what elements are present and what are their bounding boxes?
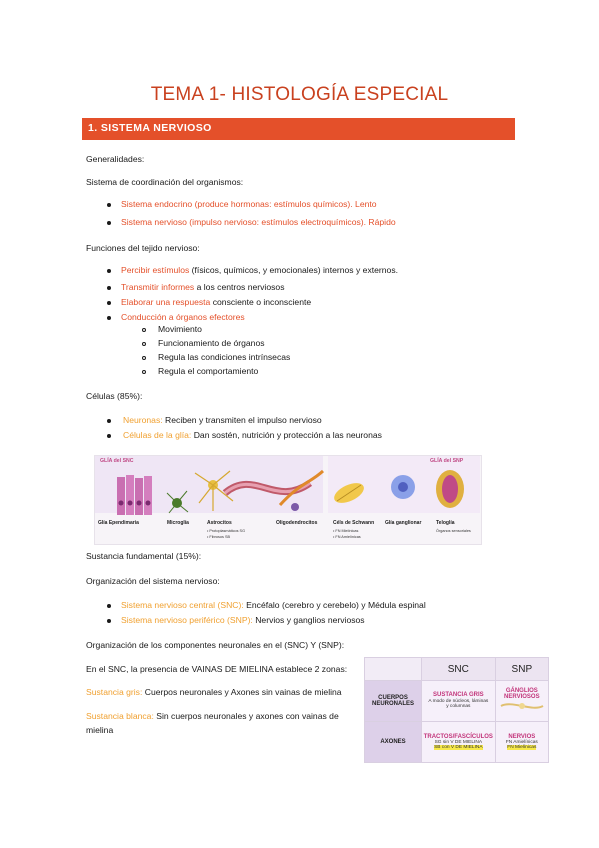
celula-item-2: Células de la glía: Dan sostén, nutrición y protección a las neuronas xyxy=(123,430,382,440)
glia-illustration xyxy=(95,463,481,518)
page-title: TEMA 1- HISTOLOGÍA ESPECIAL xyxy=(150,84,449,105)
section-title: 1. SISTEMA NERVIOSO xyxy=(88,122,212,134)
table-cell-sustancia-gris: SUSTANCIA GRIS A modo de núcleos, láminas y columnas xyxy=(422,681,496,722)
bullet-icon xyxy=(107,269,111,273)
organizacion-heading: Organización del sistema nervioso: xyxy=(86,576,220,586)
sustancia-gris-line: Sustancia gris: Cuerpos neuronales y Axones sin vainas de mielina xyxy=(86,687,342,697)
table-cell-nervios: NERVIOS FN Amielínicas FN Mielínicas xyxy=(495,722,548,763)
astro-sub-1: • Protoplasmáticos SG xyxy=(207,529,246,533)
table-corner xyxy=(365,658,422,681)
table-row-axones: AXONES xyxy=(365,722,422,763)
bullet-icon xyxy=(107,301,111,305)
schwann-cell-icon xyxy=(331,479,367,507)
funcion-item-2: Transmitir informes a los centros nerviosos xyxy=(121,282,285,292)
bullet-icon xyxy=(107,419,111,423)
bullet-icon xyxy=(107,221,111,225)
table-header-snc: SNC xyxy=(422,658,496,681)
snc-intro: En el SNC, la presencia de VAINAS DE MIELINA establece 2 zonas: xyxy=(86,664,348,674)
circle-bullet-icon xyxy=(142,370,146,374)
funcion-item-1: Percibir estímulos (físicos, químicos, y emocionales) internos y externos. xyxy=(121,265,399,275)
sistema-coord-heading: Sistema de coordinación del organismos: xyxy=(86,177,244,187)
bullet-icon xyxy=(107,203,111,207)
table-row-cuerpos: CUERPOS NEURONALES xyxy=(365,681,422,722)
coord-item-1: Sistema endocrino (produce hormonas: estímulos químicos). Lento xyxy=(121,199,377,209)
table-header-snp: SNP xyxy=(495,658,548,681)
subitem-2: Funcionamiento de órganos xyxy=(158,338,265,348)
table-cell-tractos: TRACTOS/FASCÍCULOS SG sin V DE MIELINA SB con V DE MIELINA xyxy=(422,722,496,763)
sustancia-fundamental: Sustancia fundamental (15%): xyxy=(86,551,202,561)
ganglion-icon xyxy=(497,700,547,712)
generalidades-heading: Generalidades: xyxy=(86,154,145,164)
table-cell-ganglios: GÁNGLIOS NERVIOSOS xyxy=(495,681,548,722)
org-componentes-heading: Organización de los componentes neuronales en el (SNC) Y (SNP): xyxy=(86,640,345,650)
bullet-icon xyxy=(107,316,111,320)
organizacion-item-2: Sistema nervioso periférico (SNP): Nervios y ganglios nerviosos xyxy=(121,615,365,625)
snc-snp-table xyxy=(364,657,549,763)
label-astrocitos: Astrocitos xyxy=(207,520,232,526)
organizacion-item-1: Sistema nervioso central (SNC): Encéfalo (cerebro y cerebelo) y Médula espinal xyxy=(121,600,426,610)
subitem-3: Regula las condiciones intrínsecas xyxy=(158,352,291,362)
microglia-icon xyxy=(167,491,188,513)
bullet-icon xyxy=(107,619,111,623)
label-microglia: Microglía xyxy=(167,520,189,526)
celula-item-1: Neuronas: Reciben y transmiten el impulso nervioso xyxy=(123,415,322,425)
snc-tag: GLÍA del SNC xyxy=(100,458,134,464)
funciones-heading: Funciones del tejido nervioso: xyxy=(86,243,200,253)
ependymal-cells-icon xyxy=(117,475,152,515)
bullet-icon xyxy=(107,286,111,290)
schwann-sub-1: • FN Mielínicas xyxy=(333,529,359,533)
label-oligodendrocitos: Oligodendrocitos xyxy=(276,520,318,526)
snp-tag: GLÍA del SNP xyxy=(430,458,464,464)
coord-item-2: Sistema nervioso (impulso nervioso: estímulos electroquímicos). Rápido xyxy=(121,217,396,227)
bullet-icon xyxy=(107,604,111,608)
astro-sub-2: • Fibrosos SB xyxy=(207,535,231,539)
funcion-item-4: Conducción a órganos efectores xyxy=(121,312,245,322)
label-ependimaria: Glía Ependimaria xyxy=(98,520,139,526)
section-header xyxy=(82,118,515,140)
circle-bullet-icon xyxy=(142,328,146,332)
subitem-1: Movimiento xyxy=(158,324,202,334)
circle-bullet-icon xyxy=(142,342,146,346)
funcion-item-3: Elaborar una respuesta consciente o inconsciente xyxy=(121,297,312,307)
label-teloglia: Teloglía xyxy=(436,520,455,526)
telo-sub: Órganos sensoriales xyxy=(436,529,471,533)
bullet-icon xyxy=(107,434,111,438)
subitem-4: Regula el comportamiento xyxy=(158,366,259,376)
label-schwann: Céls de Schwann xyxy=(333,520,375,526)
ganglion-cell-icon xyxy=(391,475,415,499)
sustancia-blanca-line-2: mielina xyxy=(86,725,114,735)
celulas-heading: Células (85%): xyxy=(86,391,143,401)
sustancia-blanca-line: Sustancia blanca: Sin cuerpos neuronales y axones con vainas de xyxy=(86,711,339,721)
label-ganglionar: Glía ganglionar xyxy=(385,520,422,526)
circle-bullet-icon xyxy=(142,356,146,360)
schwann-sub-2: • FN Amielínicas xyxy=(333,535,361,539)
teloglia-icon xyxy=(436,470,464,508)
